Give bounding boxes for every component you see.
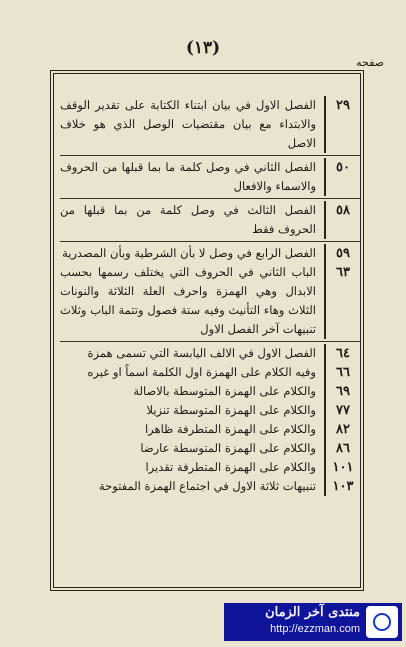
toc-page-number: ٥٩ <box>336 246 350 261</box>
column-divider <box>324 477 326 496</box>
toc-page-number: ٧٧ <box>336 403 350 418</box>
forum-logo-icon <box>366 606 398 638</box>
column-divider <box>324 201 326 239</box>
toc-entry <box>60 244 360 263</box>
column-divider <box>324 420 326 439</box>
entry-separator <box>60 241 360 242</box>
entry-separator <box>60 155 360 156</box>
column-divider <box>324 458 326 477</box>
column-divider <box>324 158 326 196</box>
page-number: (١٣) <box>185 38 221 58</box>
forum-title: منتدى آخر الزمان <box>265 605 360 620</box>
toc-page-number: ١٠٣ <box>332 479 354 494</box>
column-divider <box>324 244 326 263</box>
forum-watermark-banner[interactable] <box>224 603 402 641</box>
column-divider <box>324 401 326 420</box>
toc-page-number: ١٠١ <box>332 460 354 475</box>
toc-entry <box>60 458 360 477</box>
column-divider <box>324 263 326 339</box>
column-divider <box>324 363 326 382</box>
toc-entry-text: الفصل الاول في بيان ابتناء الكتابة على تقدير الوقف والابتداء مع بيان مقتضيات الوصل الذي هو خلاف الاصل <box>60 98 316 150</box>
toc-entry <box>60 344 360 363</box>
toc-page-number: ٦٦ <box>336 365 350 380</box>
toc-entry <box>60 158 360 196</box>
toc-entry <box>60 401 360 420</box>
column-divider <box>324 439 326 458</box>
toc-entry-text: وفيه الكلام على الهمزة اول الكلمة اسماً او غيره <box>87 365 316 379</box>
toc-page-number: ٦٤ <box>336 346 350 361</box>
toc-entry <box>60 201 360 239</box>
toc-entry-text: الفصل الرابع في وصل لا بأن الشرطية وبأن المصدرية <box>62 246 316 260</box>
toc-page-number: ٦٩ <box>336 384 350 399</box>
toc-page-number: ٥٨ <box>336 203 350 218</box>
column-divider <box>324 382 326 401</box>
toc-entry-text: الفصل الثالث في وصل كلمة من بما قبلها من الحروف فقط <box>60 203 316 236</box>
toc-entry-text: والكلام على الهمزة المتوسطة تنزيلا <box>146 403 316 417</box>
toc-entry <box>60 477 360 496</box>
toc-entry-text: والكلام على الهمزة المتطرفة ظاهرا <box>144 422 316 436</box>
toc-entry-text: الباب الثاني في الحروف التي يختلف رسمها بحسب الابدال وهي الهمزة واحرف العلة الثلاثة والنونات الثلاث وهاء التأنيث وفيه ستة فصول وتتمة الباب وثلاث تنبيهات آخر الفصل الاول <box>60 265 316 336</box>
toc-page-number: ٢٩ <box>336 98 350 113</box>
entry-separator <box>60 341 360 342</box>
table-of-contents <box>60 96 360 496</box>
toc-page-number: ٥٠ <box>336 160 350 175</box>
column-divider <box>324 344 326 363</box>
toc-entry-text: الفصل الثاني في وصل كلمة ما بما قبلها من الحروف والاسماء والافعال <box>60 160 316 193</box>
toc-entry <box>60 439 360 458</box>
toc-entry-text: والكلام على الهمزة المتوسطة بالاصالة <box>133 384 316 398</box>
toc-entry-text: الفصل الاول في الالف اليابسة التي تسمى همزة <box>87 346 316 360</box>
column-divider <box>324 96 326 153</box>
toc-entry-text: والكلام على الهمزة المتطرفة تقديرا <box>145 460 316 474</box>
page-column-label: صفحه <box>356 56 384 69</box>
toc-entry <box>60 263 360 339</box>
toc-page-number: ٨٢ <box>336 422 350 437</box>
forum-url-link[interactable]: http://ezzman.com <box>270 623 360 635</box>
toc-entry-text: تنبيهات ثلاثة الاول في اجتماع الهمزة المفتوحة <box>98 479 316 493</box>
entry-separator <box>60 198 360 199</box>
toc-entry <box>60 382 360 401</box>
toc-entry <box>60 96 360 153</box>
toc-page-number: ٦٣ <box>336 265 350 280</box>
toc-page-number: ٨٦ <box>336 441 350 456</box>
toc-entry <box>60 420 360 439</box>
toc-entry <box>60 363 360 382</box>
toc-entry-text: والكلام على الهمزة المتوسطة عارضا <box>140 441 316 455</box>
